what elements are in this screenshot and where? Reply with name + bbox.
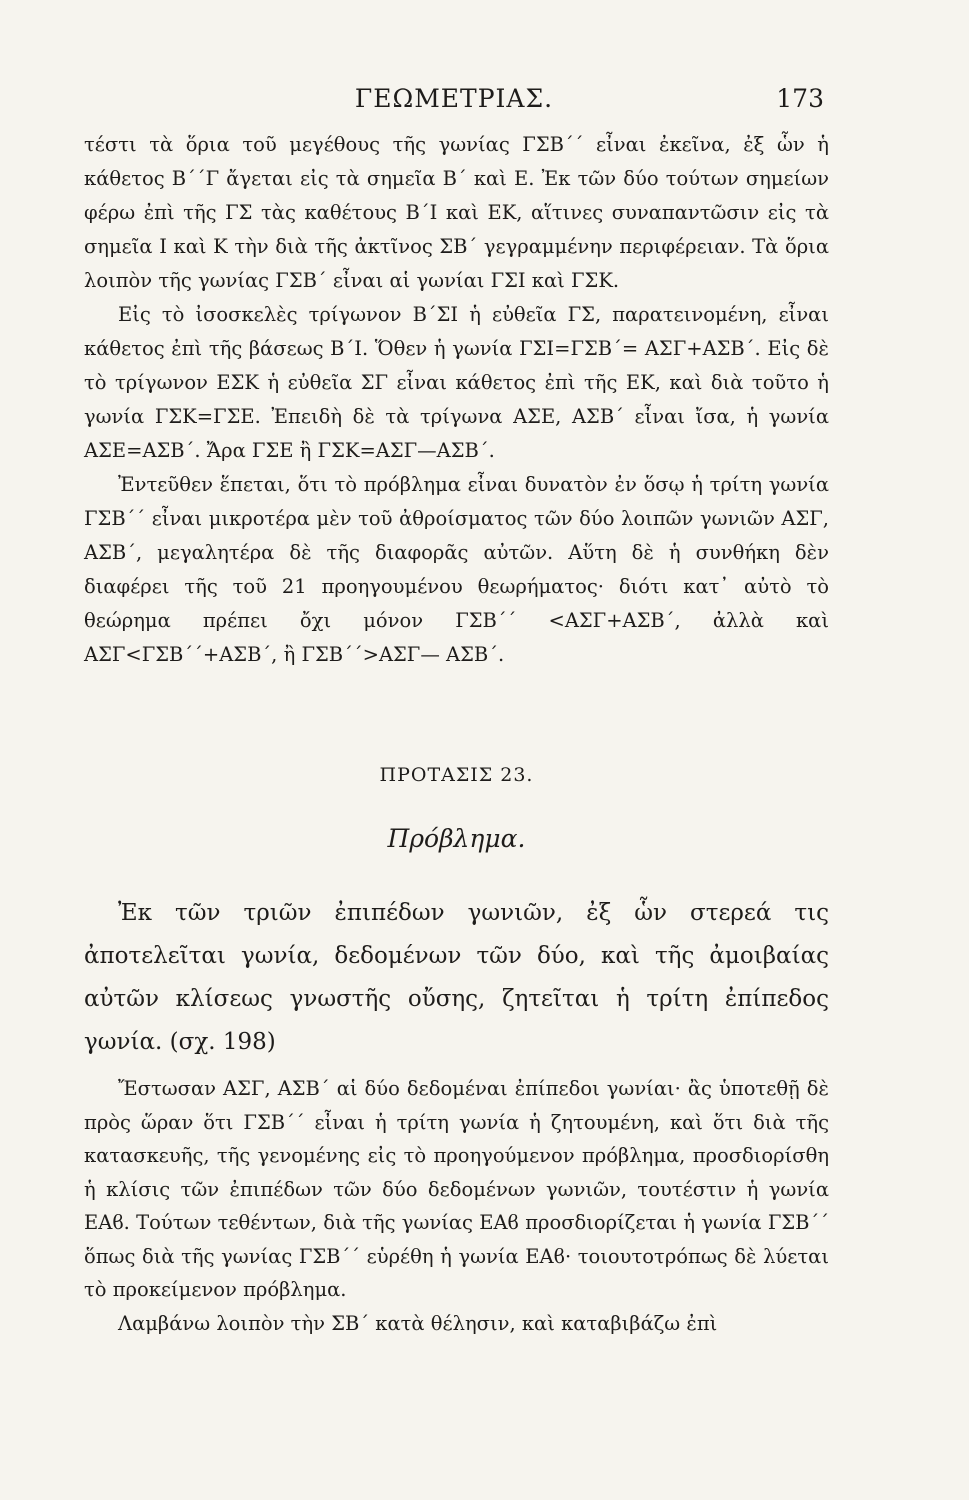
- problem-statement-block: [84, 892, 829, 1064]
- paragraph-1: τέστι τὰ ὅρια τοῦ μεγέθους τῆς γωνίας ΓΣΒ΄΄ εἶναι ἐκεῖνα, ἐξ ὧν ἡ κάθετος Β΄΄Γ ἄγεται εἰς τὰ σημεῖα Β΄ καὶ Ε. Ἐκ τῶν δύο τούτων σημείων φέρω ἐπὶ τῆς ΓΣ τὰς καθέτους Β΄Ι καὶ ΕΚ, αἵτινες συναπαντῶσιν εἰς τὰ σημεῖα Ι καὶ Κ τὴν διὰ τῆς ἀκτῖνος ΣΒ΄ γεγραμμένην περιφέρειαν. Τὰ ὅρια λοιπὸν τῆς γωνίας ΓΣΒ΄ εἶναι αἱ γωνίαι ΓΣΙ καὶ ΓΣΚ.: [84, 133, 829, 292]
- page-number: 173: [776, 84, 824, 113]
- problem-statement: Ἐκ τῶν τριῶν ἐπιπέδων γωνιῶν, ἐξ ὧν στερεά τις ἀποτελεῖται γωνία, δεδομένων τῶν δύο, καὶ τῆς ἀμοιβαίας αὐτῶν κλίσεως γνωστῆς οὔσης, ζητεῖται ἡ τρίτη ἐπίπεδος γωνία. (σχ. 198): [84, 900, 829, 1055]
- text-block-lower: [84, 1072, 829, 1340]
- page-header: [84, 84, 824, 120]
- text-block-upper: [84, 128, 829, 672]
- running-title: ΓΕΩΜΕΤΡΙΑΣ.: [354, 84, 554, 113]
- paragraph-2: Εἰς τὸ ἰσοσκελὲς τρίγωνον Β΄ΣΙ ἡ εὐθεῖα ΓΣ, παρατεινομένη, εἶναι κάθετος ἐπὶ τῆς βάσεως Β΄Ι. Ὅθεν ἡ γωνία ΓΣΙ=ΓΣΒ΄= ΑΣΓ+ΑΣΒ΄. Εἰς δὲ τὸ τρίγωνον ΕΣΚ ἡ εὐθεῖα ΣΓ εἶναι κάθετος ἐπὶ τῆς ΕΚ, καὶ διὰ τοῦτο ἡ γωνία ΓΣΚ=ΓΣΕ. Ἐπειδὴ δὲ τὰ τρίγωνα ΑΣΕ, ΑΣΒ΄ εἶναι ἴσα, ἡ γωνία ΑΣΕ=ΑΣΒ΄. Ἄρα ΓΣΕ ἢ ΓΣΚ=ΑΣΓ—ΑΣΒ΄.: [84, 303, 829, 462]
- paragraph-4: Ἔστωσαν ΑΣΓ, ΑΣΒ΄ αἱ δύο δεδομέναι ἐπίπεδοι γωνίαι· ἂς ὑποτεθῇ δὲ πρὸς ὥραν ὅτι ΓΣΒ΄΄ εἶναι ἡ τρίτη γωνία ἡ ζητουμένη, καὶ ὅτι διὰ τῆς κατασκευῆς, τῆς γενομένης εἰς τὸ προηγούμενον πρόβλημα, προσδιορίσθη ἡ κλίσις τῶν ἐπιπέδων τῶν δύο δεδομένων γωνιῶν, τουτέστιν ἡ γωνία ΕΑϐ. Τούτων τεθέντων, διὰ τῆς γωνίας ΕΑϐ προσδιορίζεται ἡ γωνία ΓΣΒ΄΄ ὅπως διὰ τῆς γωνίας ΓΣΒ΄΄ εὑρέθη ἡ γωνία ΕΑϐ· τοιουτοτρόπως δὲ λύεται τὸ προκείμενον πρόβλημα.: [84, 1077, 829, 1301]
- paragraph-5: Λαμβάνω λοιπὸν τὴν ΣΒ΄ κατὰ θέλησιν, καὶ καταβιβάζω ἐπὶ: [118, 1311, 718, 1335]
- proposition-heading: ΠΡΟΤΑΣΙΣ 23.: [379, 764, 534, 786]
- paragraph-3: Ἐντεῦθεν ἕπεται, ὅτι τὸ πρόβλημα εἶναι δυνατὸν ἐν ὅσῳ ἡ τρίτη γωνία ΓΣΒ΄΄ εἶναι μικροτέρα μὲν τοῦ ἀθροίσματος τῶν δύο λοιπῶν γωνιῶν ΑΣΓ, ΑΣΒ΄, μεγαλητέρα δὲ τῆς διαφορᾶς αὐτῶν. Αὕτη δὲ ἡ συνθήκη δὲν διαφέρει τῆς τοῦ 21 προηγουμένου θεωρήματος· διότι κατ᾽ αὐτὸ τὸ θεώρημα πρέπει ὄχι μόνον ΓΣΒ΄΄ <ΑΣΓ+ΑΣΒ΄, ἀλλὰ καὶ ΑΣΓ<ΓΣΒ΄΄+ΑΣΒ΄, ἢ ΓΣΒ΄΄>ΑΣΓ— ΑΣΒ΄.: [84, 473, 829, 666]
- problem-heading: Πρόβλημα.: [387, 824, 526, 853]
